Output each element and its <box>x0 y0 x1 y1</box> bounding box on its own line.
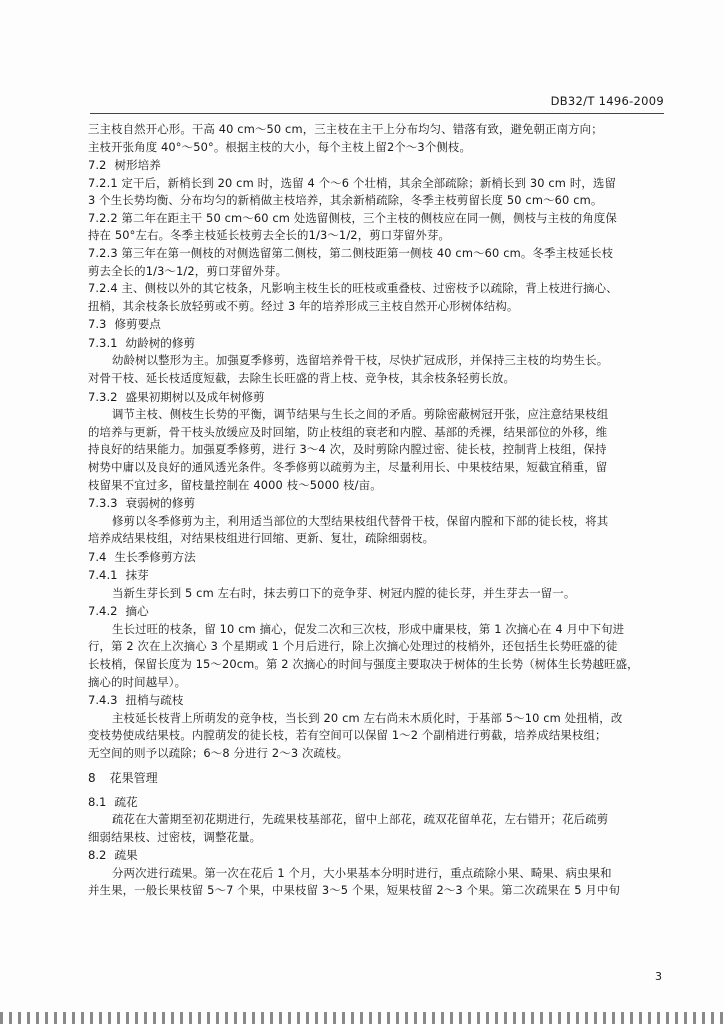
paragraph-line: 扭梢，其余枝条长放轻剪或不剪。经过 3 年的培养形成三主枝自然开心形树体结构。 <box>88 298 519 313</box>
paragraph-line: 长枝梢，保留长度为 15～20cm。第 2 次摘心的时间与强度主要取决于树体的生长势（树体生长势越旺盛， <box>88 657 639 672</box>
section-title: 疏花 <box>114 794 138 809</box>
paragraph-line: 并生果，一般长果枝留 5～7 个果，中果枝留 3～5 个果，短果枝留 2～3 个果。第二次疏果在 5 月中旬 <box>88 883 621 898</box>
paragraph-line: 主枝开张角度 40°～50°。根据主枝的大小，每个主枝上留2个～3个侧枝。 <box>88 139 471 154</box>
section-heading <box>88 602 666 621</box>
paragraph-line: 对骨干枝、延长枝适度短截，去除生长旺盛的背上枝、竞争枝，其余枝条轻剪长放。 <box>88 371 516 386</box>
section-number: 7.3.2 <box>88 389 118 404</box>
paragraph-line: 3 个生长势均衡、分布均匀的新梢做主枝培养，其余新梢疏除，冬季主枝剪留长度 50 cm～60 cm。 <box>88 193 603 208</box>
section-title: 花果管理 <box>109 770 158 785</box>
section-heading <box>88 793 666 812</box>
paragraph-line: 三主枝自然开心形。干高 40 cm～50 cm，三主枝在主干上分布均匀、错落有致，避免朝正南方向； <box>88 122 603 136</box>
paragraph-line: 7.2.3 第三年在第一侧枝的对侧选留第二侧枝，第二侧枝距第一侧枝 40 cm～60 cm。冬季主枝延长枝 <box>88 246 614 261</box>
section-heading <box>88 315 666 334</box>
section-heading <box>88 691 666 710</box>
paragraph-line: 摘心的时间越早）。 <box>88 674 187 689</box>
section-heading <box>88 846 666 865</box>
section-number: 7.3.1 <box>88 335 118 350</box>
section-number: 8.2 <box>88 848 107 863</box>
paragraph-line: 生长过旺的枝条，留 10 cm 摘心，促发二次和三次枝，形成中庸果枝，第 1 次摘心在 4 月中下旬进 <box>112 621 625 636</box>
section-number: 7.4.2 <box>88 604 118 619</box>
paragraph-line: 幼龄树以整形为主。加强夏季修剪，选留培养骨干枝，尽快扩冠成形，并保持三主枝的均势生长。 <box>112 353 609 368</box>
section-number: 7.4.1 <box>88 568 118 583</box>
paragraph-line: 调节主枝、侧枝生长势的平衡，调节结果与生长之间的矛盾。剪除密蔽树冠开张，应注意结果枝组 <box>112 407 609 422</box>
section-heading <box>88 548 666 567</box>
section-number: 8.1 <box>88 794 107 809</box>
section-number: 7.3 <box>88 317 107 332</box>
paragraph-line: 行，第 2 次在上次摘心 3 个星期或 1 个月后进行，除上次摘心处理过的枝梢外，还包括生长势旺盛的徒 <box>88 639 618 654</box>
paragraph-line: 修剪以冬季修剪为主，利用适当部位的大型结果枝组代替骨干枝，保留内膛和下部的徒长枝，将其 <box>112 513 609 528</box>
section-title: 盛果初期树以及成年树修剪 <box>125 389 265 404</box>
paragraph-line: 细弱结果枝、过密枝，调整花量。 <box>88 829 262 844</box>
section-number: 7.3.3 <box>88 496 118 511</box>
section-number: 7.4.3 <box>88 693 118 708</box>
section-title: 疏果 <box>114 848 138 863</box>
section-title: 衰弱树的修剪 <box>125 496 196 511</box>
paragraph-line: 7.2.4 主、侧枝以外的其它枝条，凡影响主枝生长的旺枝或重叠枝、过密枝予以疏除，背上枝进行摘心、 <box>88 281 618 296</box>
paragraph-line: 无空间的则予以疏除；6～8 分进行 2～3 次疏枝。 <box>88 745 349 760</box>
document-number: DB32/T 1496-2009 <box>550 94 664 108</box>
paragraph-line: 7.2.1 定干后，新梢长到 20 cm 时，选留 4 个～6 个壮梢，其余全部疏除；新梢长到 30 cm 时，选留 <box>88 175 616 190</box>
paragraph-line: 7.2.2 第二年在距主干 50 cm～60 cm 处选留侧枝，三个主枝的侧枝应在同一侧，侧枝与主枝的角度保 <box>88 210 617 225</box>
paragraph-line: 培养成结果枝组，对结果枝组进行回缩、更新、复壮，疏除细弱枝。 <box>88 531 435 546</box>
section-title: 抹芽 <box>125 568 149 583</box>
section-heading <box>88 334 666 353</box>
section-heading <box>88 566 666 585</box>
section-title: 修剪要点 <box>114 317 161 332</box>
section-number: 7.2 <box>88 158 107 173</box>
paragraph-line: 剪去全长的1/3～1/2，剪口芽留外芽。 <box>88 263 288 278</box>
paragraph-line: 的培养与更新，骨干枝头放缓应及时回缩，防止枝组的衰老和内膛、基部的秃裸，结果部位的外移，维 <box>88 424 608 439</box>
section-title: 摘心 <box>125 604 149 619</box>
page-number: 3 <box>655 970 662 983</box>
section-number: 8 <box>88 770 96 785</box>
paragraph-line: 主枝延长枝背上所萌发的竞争枝，当长到 20 cm 左右尚未木质化时，于基部 5～10 cm 处扭梢，改 <box>112 710 623 725</box>
paragraph-line: 分两次进行疏果。第一次在花后 1 个月，大小果基本分明时进行，重点疏除小果、畸果、病虫果和 <box>112 865 612 880</box>
section-number: 7.4 <box>88 549 107 564</box>
header-rule <box>90 113 664 114</box>
paragraph-line: 树势中庸以及良好的通风透光条件。冬季修剪以疏剪为主，尽量利用长、中果枝结果，短截宜稍重，留 <box>88 459 608 474</box>
section-heading <box>88 494 666 513</box>
paragraph-line: 持在 50°左右。冬季主枝延长枝剪去全长的1/3～1/2，剪口芽留外芽。 <box>88 228 451 243</box>
section-title: 幼龄树的修剪 <box>125 335 196 350</box>
paragraph-line: 持良好的结果能力。加强夏季修剪，进行 3～4 次，及时剪除内膛过密、徒长枝，控制背上枝组，保持 <box>88 442 607 457</box>
paragraph-line: 变枝势使成结果枝。内膛萌发的徒长枝，若有空间可以保留 1～2 个副梢进行剪截，培养成结果枝组； <box>88 728 607 743</box>
paragraph-line: 枝留果不宜过多，留枝量控制在 4000 枝～5000 枝/亩。 <box>88 477 382 492</box>
chapter-heading <box>88 769 666 787</box>
scan-edge-artifact <box>0 1012 724 1024</box>
section-title: 树形培养 <box>114 158 161 173</box>
section-heading <box>88 388 666 407</box>
document-body <box>88 121 666 900</box>
section-title: 扭梢与疏枝 <box>125 693 184 708</box>
paragraph-line: 疏花在大蕾期至初花期进行，先疏果枝基部花，留中上部花，疏双花留单花，左右错开；花后疏剪 <box>112 812 609 827</box>
paragraph-line: 当新生芽长到 5 cm 左右时，抹去剪口下的竞争芽、树冠内膛的徒长芽，并生芽去一留一。 <box>112 585 576 600</box>
section-heading <box>88 156 666 175</box>
section-title: 生长季修剪方法 <box>114 549 196 564</box>
